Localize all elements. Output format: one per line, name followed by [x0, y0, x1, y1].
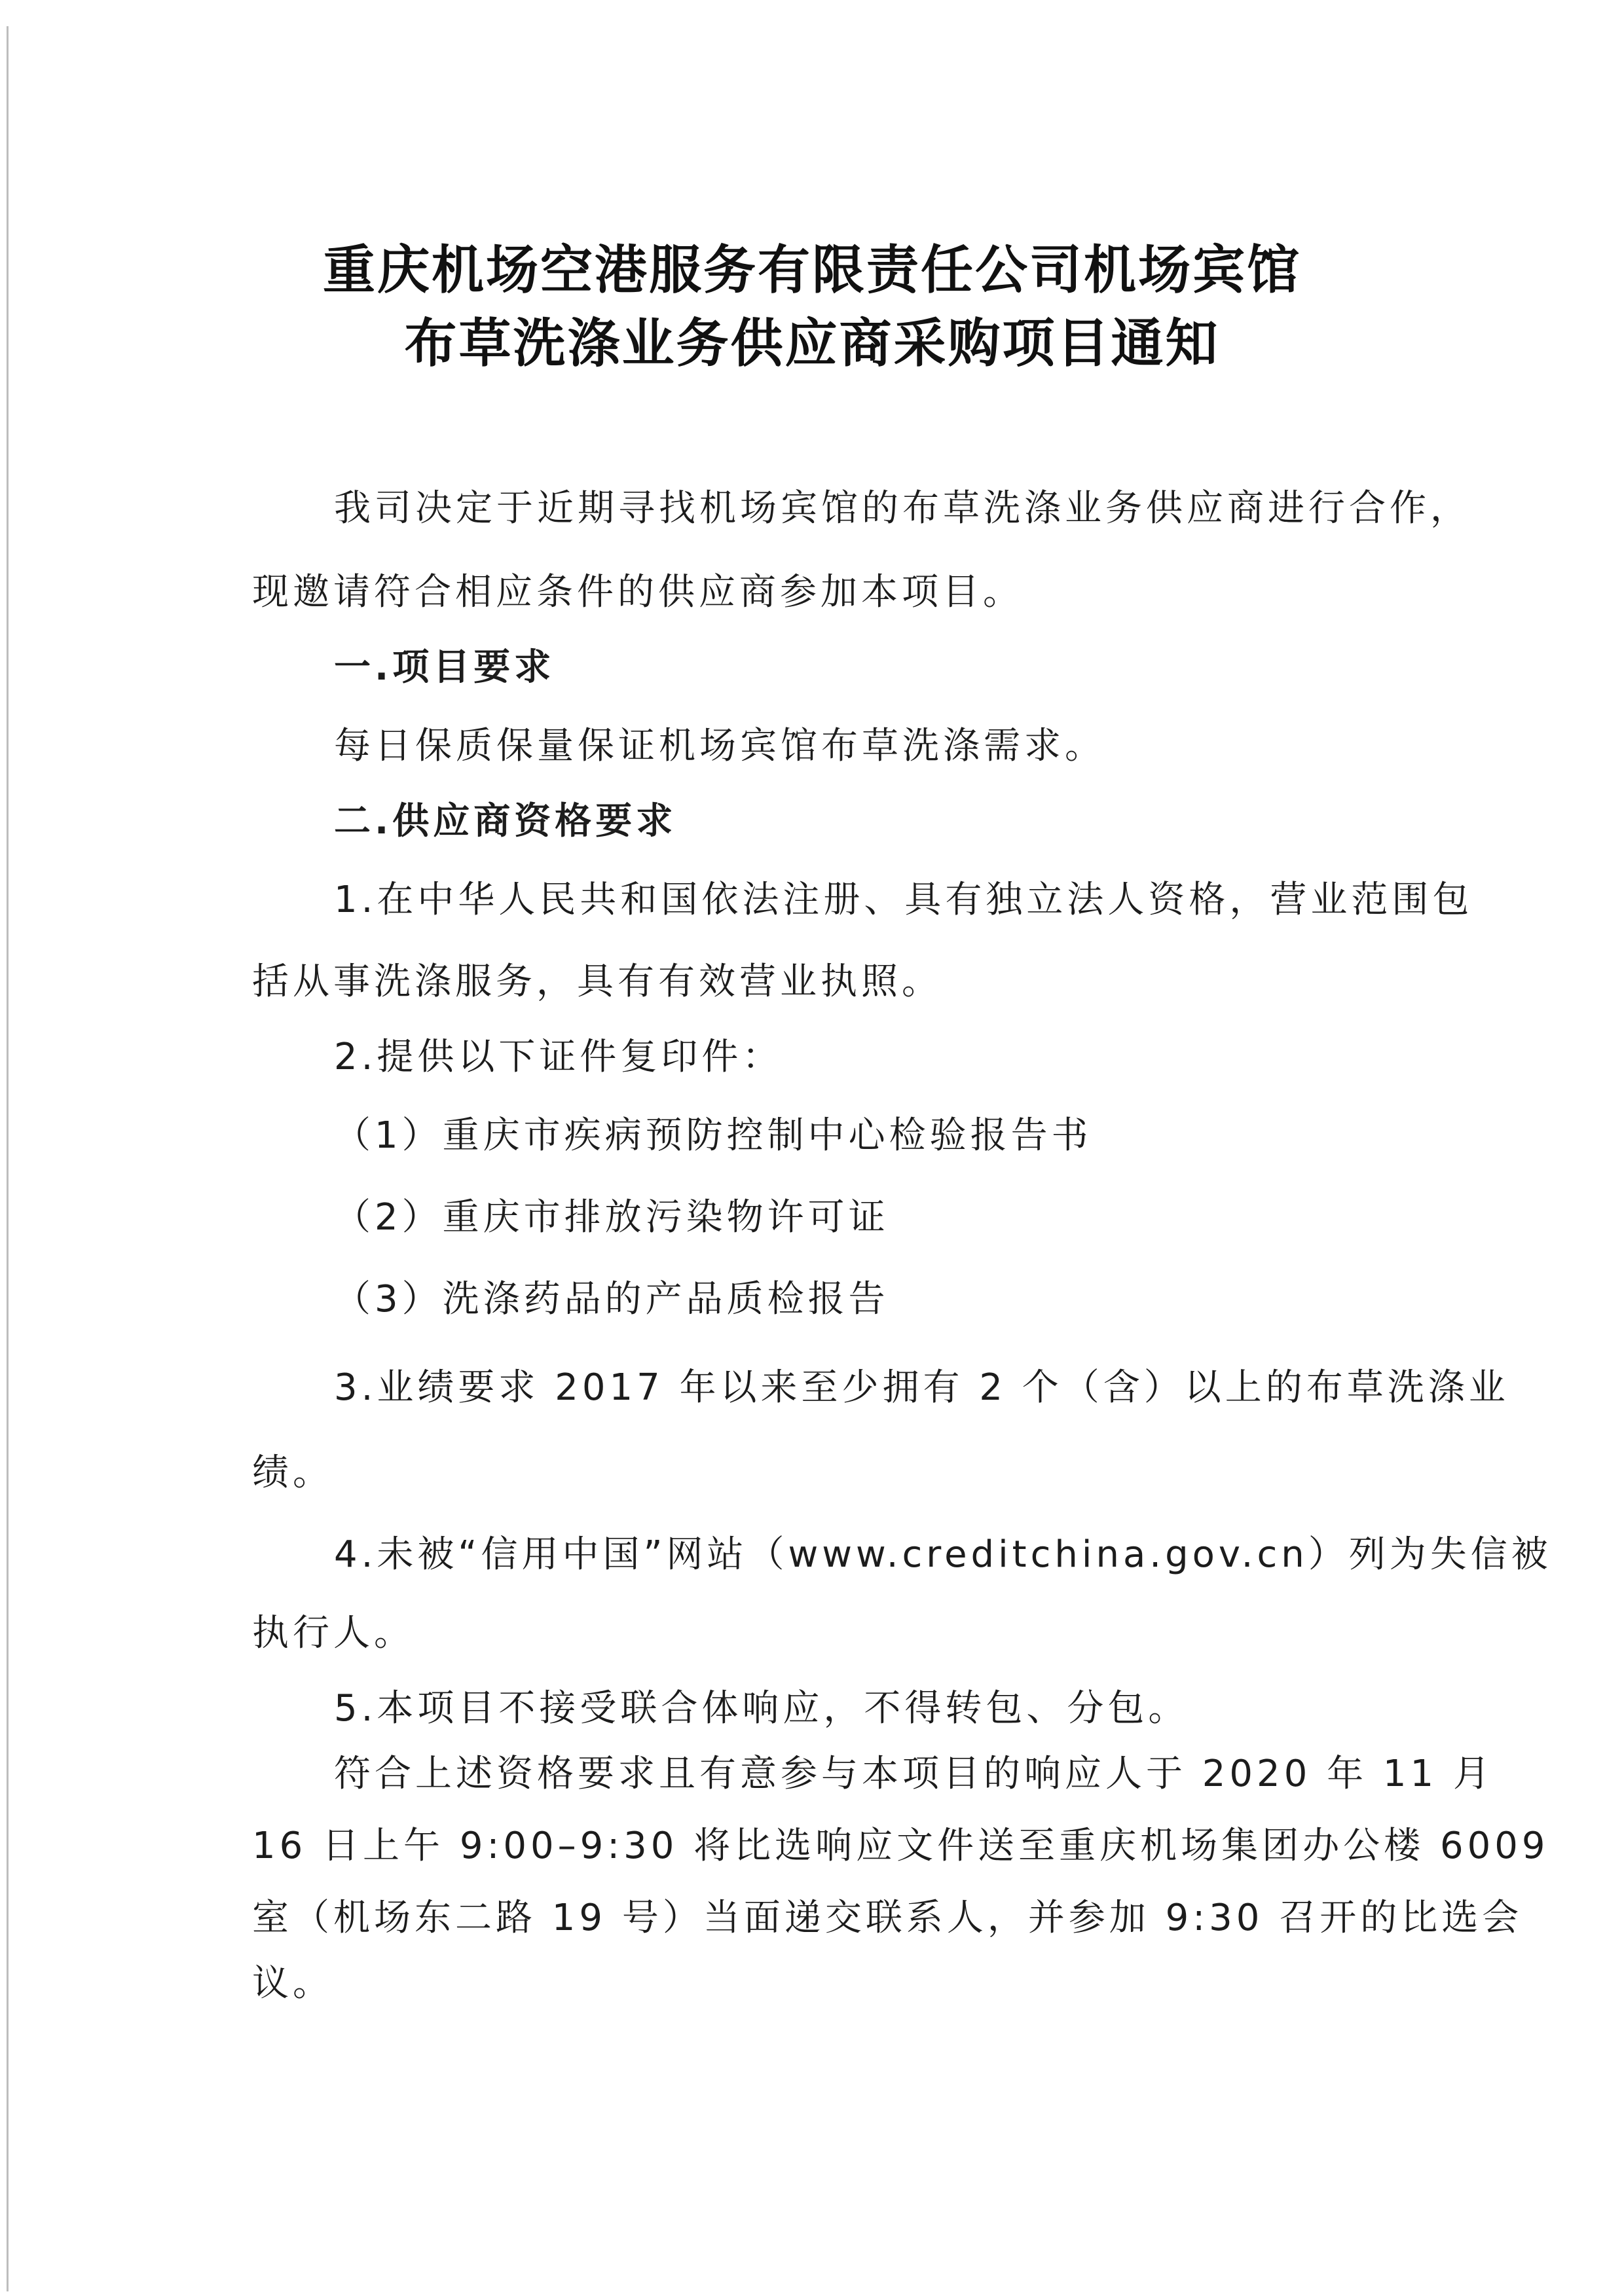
section-1-text: 每日保质保量保证机场宾馆布草洗涤需求。: [334, 725, 1105, 767]
title-line-1: 重庆机场空港服务有限责任公司机场宾馆: [323, 239, 1301, 301]
closing-line-1: 符合上述资格要求且有意参与本项目的响应人于 2020 年 11 月: [334, 1753, 1494, 1795]
requirement-3-line-1: 3.业绩要求 2017 年以来至少拥有 2 个（含）以上的布草洗涤业: [334, 1366, 1509, 1409]
requirement-5: 5.本项目不接受联合体响应，不得转包、分包。: [334, 1687, 1189, 1730]
document-item-2: （2）重庆市排放污染物许可证: [334, 1196, 889, 1239]
document-item-1: （1）重庆市疾病预防控制中心检验报告书: [334, 1114, 1092, 1157]
requirement-4-line-2: 执行人。: [252, 1612, 415, 1654]
intro-line-2: 现邀请符合相应条件的供应商参加本项目。: [252, 571, 1024, 613]
section-2-heading: 二.供应商资格要求: [334, 800, 677, 843]
intro-line-1: 我司决定于近期寻找机场宾馆的布草洗涤业务供应商进行合作，: [334, 487, 1471, 530]
title-line-2: 布草洗涤业务供应商采购项目通知: [404, 312, 1220, 374]
scan-edge-line: [7, 26, 9, 2291]
requirement-4-line-1: 4.未被“信用中国”网站（www.creditchina.gov.cn）列为失信被: [334, 1533, 1552, 1576]
document-item-3: （3）洗涤药品的产品质检报告: [334, 1278, 889, 1321]
closing-line-3: 室（机场东二路 19 号）当面递交联系人，并参加 9:30 召开的比选会: [252, 1897, 1523, 1939]
closing-line-4: 议。: [252, 1962, 333, 2005]
requirement-1-line-2: 括从事洗涤服务，具有有效营业执照。: [252, 960, 942, 1003]
requirement-3-line-2: 绩。: [252, 1451, 333, 1494]
requirement-2: 2.提供以下证件复印件：: [334, 1036, 783, 1078]
requirement-1-line-1: 1.在中华人民共和国依法注册、具有独立法人资格，营业范围包: [334, 879, 1473, 921]
closing-line-2: 16 日上午 9:00–9:30 将比选响应文件送至重庆机场集团办公楼 6009: [252, 1825, 1549, 1867]
section-1-heading: 一.项目要求: [334, 646, 555, 689]
